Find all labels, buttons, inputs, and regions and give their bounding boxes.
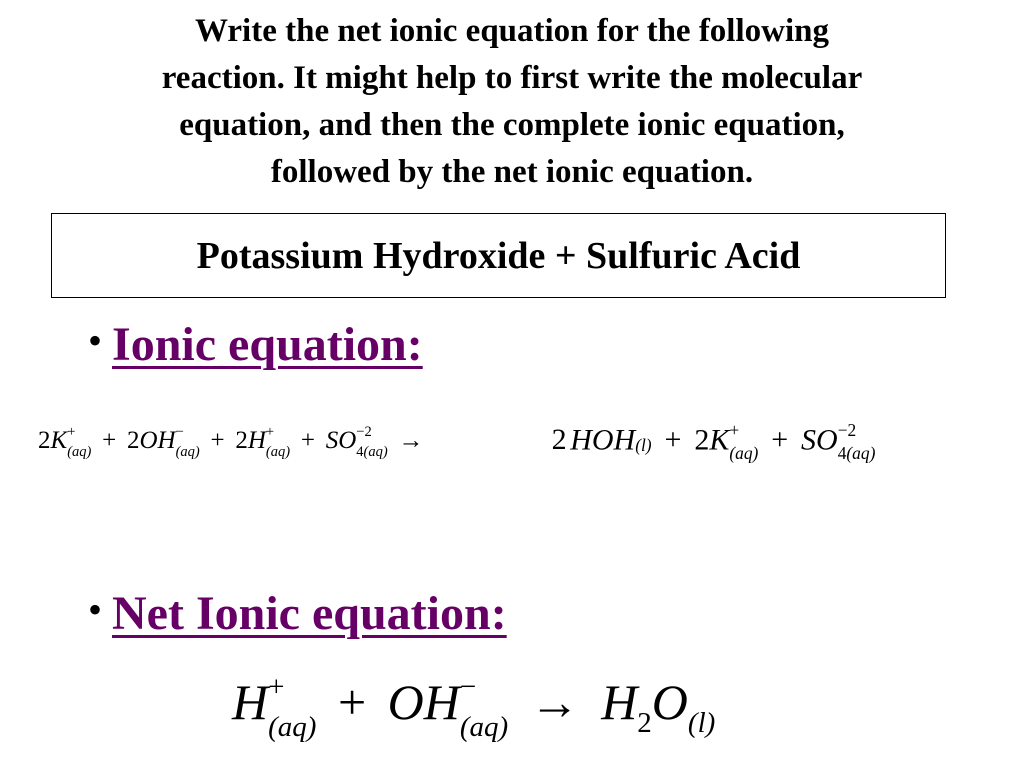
hydroxide-symbol: OH xyxy=(387,674,460,730)
subscript: 4 xyxy=(356,443,364,460)
species: K xyxy=(709,423,730,457)
net-ionic-equation xyxy=(232,673,715,742)
net-ionic-equation-bullet xyxy=(88,580,507,644)
bullet-dot-icon: • xyxy=(88,587,103,632)
subscript: 4 xyxy=(837,443,847,464)
coefficient: 2 xyxy=(126,426,140,454)
charge: − xyxy=(175,424,184,440)
plus-sign: + xyxy=(210,426,225,454)
charge: + xyxy=(265,424,275,440)
subscript: 2 xyxy=(637,707,652,740)
charge: + xyxy=(729,420,740,440)
prompt-line: followed by the net ionic equation. xyxy=(270,154,754,190)
state: (aq) xyxy=(363,443,388,460)
ionic-equation-right xyxy=(548,422,875,463)
state: (aq) xyxy=(729,443,759,464)
plus-sign: + xyxy=(664,423,682,457)
species: HOH xyxy=(570,423,636,457)
ionic-equation-bullet xyxy=(88,311,423,375)
arrow-icon: → xyxy=(529,674,580,730)
coefficient: 2 xyxy=(551,423,567,457)
water-oxygen: O xyxy=(651,674,688,730)
state: (aq) xyxy=(459,710,509,743)
plus-sign: + xyxy=(300,426,315,454)
species: SO xyxy=(801,423,838,457)
plus-sign: + xyxy=(771,423,789,457)
reaction-text: Potassium Hydroxide + Sulfuric Acid xyxy=(196,234,801,277)
charge: + xyxy=(268,671,285,704)
charge: + xyxy=(67,424,76,440)
question-prompt xyxy=(40,8,984,196)
species: H xyxy=(247,426,266,454)
prompt-line: reaction. It might help to first write the molecular xyxy=(161,60,863,96)
plus-sign: + xyxy=(337,674,367,730)
ionic-equation-left xyxy=(38,425,428,459)
state: (aq) xyxy=(846,443,876,464)
water-hydrogen: H xyxy=(601,674,638,730)
coefficient: 2 xyxy=(235,426,248,454)
bullet-dot-icon: • xyxy=(88,318,103,363)
state: (l) xyxy=(687,707,716,740)
prompt-line: Write the net ionic equation for the following xyxy=(195,13,829,49)
charge: −2 xyxy=(837,420,857,440)
charge: −2 xyxy=(356,424,372,440)
coefficient: 2 xyxy=(38,426,51,454)
state: (aq) xyxy=(265,443,291,460)
coefficient: 2 xyxy=(694,423,710,457)
reaction-box xyxy=(51,213,946,298)
species: OH xyxy=(139,426,176,454)
state: (aq) xyxy=(175,443,200,460)
net-ionic-equation-heading: Net Ionic equation: xyxy=(112,587,507,640)
arrow-icon: → xyxy=(398,426,424,454)
species: K xyxy=(50,426,68,454)
hydrogen-symbol: H xyxy=(232,674,269,730)
state: (aq) xyxy=(67,443,92,460)
state: (aq) xyxy=(268,710,317,743)
plus-sign: + xyxy=(102,426,117,454)
prompt-line: equation, and then the complete ionic equation, xyxy=(179,107,845,143)
species: SO xyxy=(325,426,357,454)
ionic-equation-heading: Ionic equation: xyxy=(112,318,423,371)
state: (l) xyxy=(635,434,652,455)
charge: − xyxy=(459,671,477,704)
